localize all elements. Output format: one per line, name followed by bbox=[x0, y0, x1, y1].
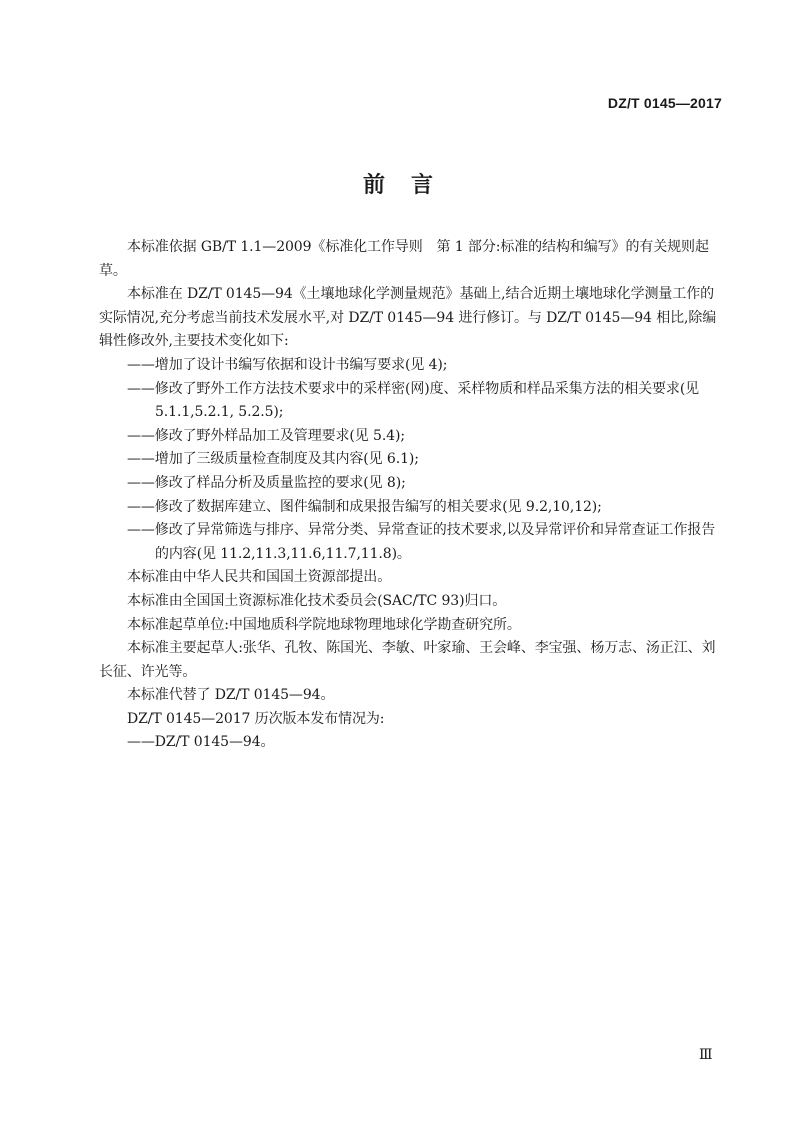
document-body bbox=[99, 236, 724, 755]
paragraph: 本标准由中华人民共和国国土资源部提出。 bbox=[127, 569, 392, 586]
paragraph: 本标准主要起草人:张华、孔牧、陈国光、李敏、叶家瑜、王会峰、李宝强、杨万志、汤正江、刘长征、许光等。 bbox=[99, 640, 716, 680]
paragraph: 本标准代替了 DZ/T 0145—94。 bbox=[127, 687, 335, 704]
change-item: ——增加了设计书编写依据和设计书编写要求(见 4); bbox=[127, 356, 448, 373]
page-title: 前言 bbox=[362, 173, 459, 198]
paragraph: 本标准由全国国土资源标准化技术委员会(SAC/TC 93)归口。 bbox=[127, 592, 507, 609]
paragraph: 本标准依据 GB/T 1.1—2009《标准化工作导则 第 1 部分:标准的结构和编写》的有关规则起草。 bbox=[99, 239, 709, 279]
paragraph: 本标准起草单位:中国地质科学院地球物理地球化学勘查研究所。 bbox=[127, 616, 521, 633]
change-item: ——修改了野外工作方法技术要求中的采样密(网)度、采样物质和样品采集方法的相关要求(见 5.1.1,5.2.1, 5.2.5); bbox=[127, 380, 700, 421]
change-item: ——增加了三级质量检查制度及其内容(见 6.1); bbox=[127, 451, 419, 468]
change-item: ——修改了野外样品加工及管理要求(见 5.4); bbox=[127, 427, 405, 444]
paragraph: 本标准在 DZ/T 0145—94《土壤地球化学测量规范》基础上,结合近期土壤地球化学测量工作的实际情况,充分考虑当前技术发展水平,对 DZ/T 0145—94 进行修订。与 DZ/T 0145—94 相比,除编辑性修改外,主要技术变化如下: bbox=[99, 286, 717, 350]
page-number: Ⅲ bbox=[699, 1047, 713, 1063]
document-code: DZ/T 0145—2017 bbox=[607, 95, 722, 111]
change-item: ——修改了异常筛选与排序、异常分类、异常查证的技术要求,以及异常评价和异常查证工作报告的内容(见 11.2,11.3,11.6,11.7,11.8)。 bbox=[127, 522, 716, 562]
history-item: ——DZ/T 0145—94。 bbox=[127, 734, 275, 751]
paragraph: DZ/T 0145—2017 历次版本发布情况为: bbox=[127, 710, 385, 727]
change-item: ——修改了样品分析及质量监控的要求(见 8); bbox=[127, 474, 406, 491]
change-item: ——修改了数据库建立、图件编制和成果报告编写的相关要求(见 9.2,10,12); bbox=[127, 498, 602, 515]
